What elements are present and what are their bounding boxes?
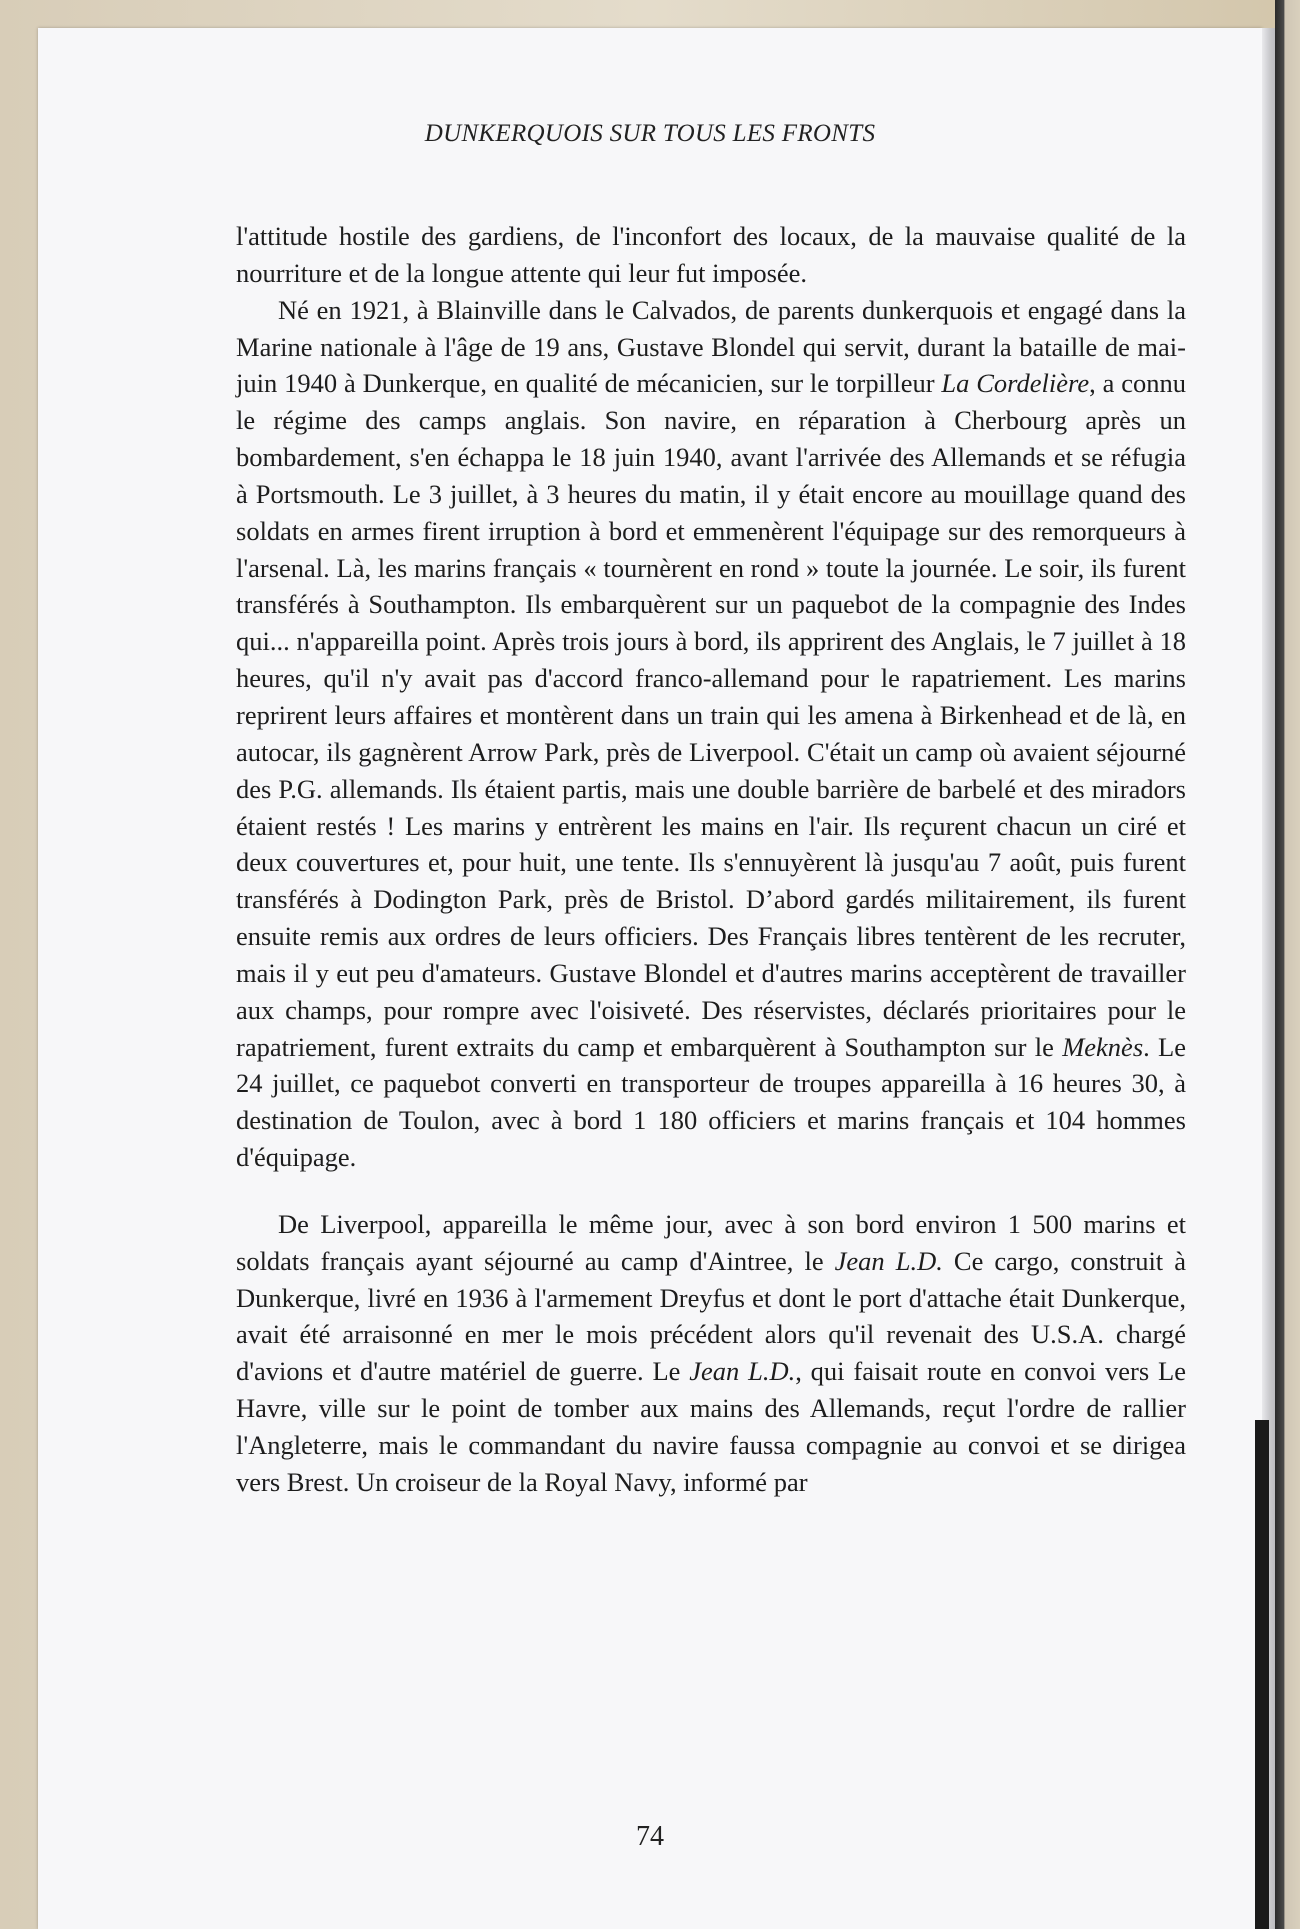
text-segment: Né en 1921, à Blainville dans le Calvados, de parents dunkerquois et engagé dans la Marine nationale à l'âge de 19 ans, Gustave Blondel qui servit, durant la bataille de mai-juin 1940 à Dunkerque, en qualité de mécanicien, sur le torpilleur xyxy=(236,294,1186,399)
ship-name-italic: La Cordelière xyxy=(941,368,1090,399)
book-page xyxy=(38,28,1262,1929)
text-segment: . Le 24 juillet, ce paquebot converti en transporteur de troupes appareilla à 16 heures 30, à destination de Toulon, avec à bord 1 180 officiers et marins français et 104 hommes d'équipage. xyxy=(236,1031,1186,1173)
ship-name-italic: Meknès xyxy=(1062,1031,1144,1062)
binding-shadow xyxy=(1255,1420,1269,1929)
text-segment: Ce cargo, construit à Dunkerque, livré en 1936 à l'armement Dreyfus et dont le port d'attache était Dunkerque, avait été arraisonné en mer le mois précédent alors qu'il revenait des U.S.A. chargé d'avions et d'autre matériel de guerre. Le xyxy=(236,1245,1186,1387)
text-segment: , a connu le régime des camps anglais. Son navire, en réparation à Cherbourg après un bombardement, s'en échappa le 18 juin 1940, avant l'arrivée des Allemands et se réfugia à Portsmouth. Le 3 juillet, à 3 heures du matin, il y était encore au mouillage quand des soldats en armes firent irruption à bord et emmenèrent l'équipage sur des remorqueurs à l'arsenal. Là, les marins français « tournèrent en rond » toute la journée. Le soir, ils furent transférés à Southampton. Ils embarquèrent sur un paquebot de la compagnie des Indes qui... n'appareilla point. Après trois jours à bord, ils apprirent des Anglais, le 7 juillet à 18 heures, qu'il n'y avait pas d'accord franco-allemand pour le rapatriement. Les marins reprirent leurs affaires et montèrent dans un train qui les amena à Birkenhead et de là, en autocar, ils gagnèrent Arrow Park, près de Liverpool. C'était un camp où avaient séjourné des P.G. allemands. Ils étaient partis, mais une double barrière de barbelé et des miradors étaient restés ! Les marins y entrèrent les mains en l'air. Ils reçurent chacun un ciré et deux couvertures et, pour huit, une tente. Ils s'ennuyèrent là jusqu'au 7 août, puis furent transférés à Dodington Park, près de Bristol. D’abord gardés militairement, ils furent ensuite remis aux ordres de leurs officiers. Des Français libres tentèrent de les recruter, mais il y eut peu d'amateurs. Gustave Blondel et d'autres marins acceptèrent de travailler aux champs, pour rompre avec l'oisiveté. Des réservistes, déclarés prioritaires pour le rapatriement, furent extraits du camp et embarquèrent à Southampton sur le xyxy=(236,368,1186,1062)
page-number: 74 xyxy=(636,1821,664,1852)
paragraph xyxy=(236,1206,1186,1501)
running-head: DUNKERQUOIS SUR TOUS LES FRONTS xyxy=(424,120,876,147)
body-text xyxy=(236,218,1186,1501)
book-spine xyxy=(1275,0,1300,1929)
text-segment: De Liverpool, appareilla le même jour, avec à son bord environ 1 500 marins et soldats français ayant séjourné au camp d'Aintree, le xyxy=(236,1208,1186,1276)
ship-name-italic: Jean L.D. xyxy=(689,1356,796,1387)
ship-name-italic: Jean L.D. xyxy=(834,1245,943,1276)
text-segment: , qui faisait route en convoi vers Le Havre, ville sur le point de tomber aux mains des Allemands, reçut l'ordre de rallier l'Angleterre, mais le commandant du navire faussa compagnie au convoi et se dirigea vers Brest. Un croiseur de la Royal Navy, informé par xyxy=(236,1356,1186,1497)
paragraph xyxy=(236,218,1186,292)
paragraph xyxy=(236,292,1186,1176)
text-segment: l'attitude hostile des gardiens, de l'inconfort des locaux, de la mauvaise qualité de la nourriture et de la longue attente qui leur fut imposée. xyxy=(236,221,1186,288)
